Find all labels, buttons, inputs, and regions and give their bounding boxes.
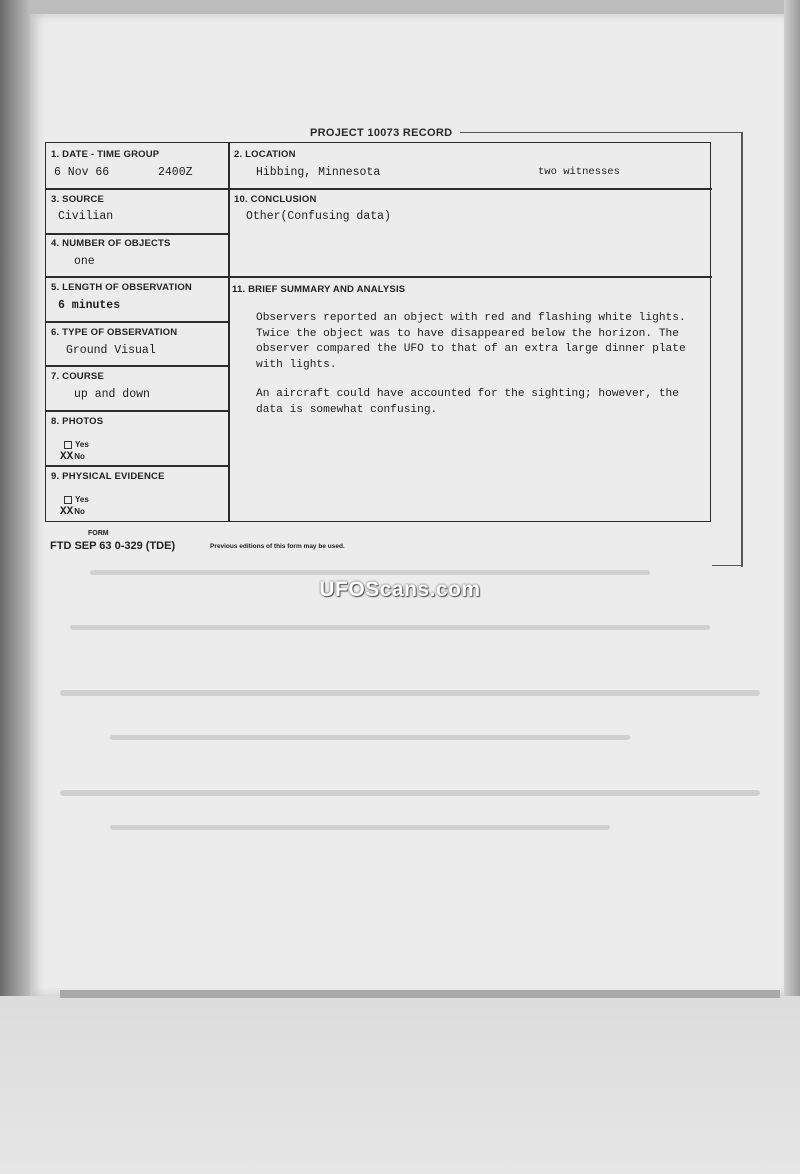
number-of-objects-label: 4. NUMBER OF OBJECTS <box>51 238 171 249</box>
length-of-observation-label: 5. LENGTH OF OBSERVATION <box>51 282 192 293</box>
form-word: FORM <box>88 530 109 537</box>
row-divider <box>46 233 228 235</box>
location-note: two witnesses <box>538 166 620 178</box>
type-of-observation-label: 6. TYPE OF OBSERVATION <box>51 327 178 338</box>
scan-bottom-area <box>0 996 800 1174</box>
page-title: PROJECT 10073 RECORD <box>310 127 453 139</box>
frame-line <box>741 132 743 567</box>
physical-evidence-yes-label: Yes <box>75 495 89 504</box>
physical-evidence-no-option <box>60 506 85 518</box>
photos-no-label: No <box>74 452 85 461</box>
bleed-through-mark <box>70 625 710 630</box>
physical-evidence-label: 9. PHYSICAL EVIDENCE <box>51 471 165 482</box>
row-divider <box>46 321 228 323</box>
summary-label: 11. BRIEF SUMMARY AND ANALYSIS <box>232 284 406 295</box>
location-value: Hibbing, Minnesota <box>256 166 381 179</box>
conclusion-label: 10. CONCLUSION <box>234 194 317 205</box>
photos-no-option <box>60 451 85 463</box>
scan-top-strip <box>30 0 800 14</box>
bleed-through-mark <box>90 570 650 575</box>
date-time-label: 1. DATE - TIME GROUP <box>51 149 160 160</box>
photos-mark: XX <box>60 451 74 463</box>
checkbox-icon <box>64 496 72 504</box>
type-of-observation-value: Ground Visual <box>66 344 156 357</box>
photos-label: 8. PHOTOS <box>51 416 104 427</box>
row-divider <box>46 188 712 190</box>
physical-evidence-mark: XX <box>60 506 74 518</box>
course-label: 7. COURSE <box>51 371 105 382</box>
page-bottom-edge <box>60 990 780 998</box>
time-value: 2400Z <box>158 166 193 179</box>
form-id: FTD SEP 63 0-329 (TDE) <box>50 540 176 552</box>
source-label: 3. SOURCE <box>51 194 105 205</box>
physical-evidence-no-label: No <box>74 507 85 516</box>
bleed-through-mark <box>110 825 610 830</box>
bleed-through-mark <box>60 790 760 796</box>
photos-yes-label: Yes <box>75 440 89 449</box>
summary-paragraph: An aircraft could have accounted for the sighting; however, the data is somewhat confusing. <box>256 388 679 416</box>
checkbox-icon <box>64 441 72 449</box>
location-label: 2. LOCATION <box>234 149 296 160</box>
frame-line <box>712 565 742 566</box>
form-note: Previous editions of this form may be used. <box>210 543 345 550</box>
record-form <box>45 142 711 522</box>
source-value: Civilian <box>58 210 114 223</box>
conclusion-value: Other(Confusing data) <box>246 210 391 223</box>
length-of-observation-value: 6 minutes <box>58 299 121 312</box>
column-divider <box>228 143 230 521</box>
date-value: 6 Nov 66 <box>54 166 110 179</box>
bleed-through-mark <box>60 690 760 696</box>
bleed-through-mark <box>110 735 630 740</box>
row-divider <box>46 276 712 278</box>
course-value: up and down <box>74 388 150 401</box>
photos-yes-option <box>64 440 89 449</box>
row-divider <box>46 365 228 367</box>
summary-paragraph: Observers reported an object with red and flashing white lights. Twice the object was to have disappeared below the horizon. The observer compared the UFO to that of an extra large dinner plate with lights. <box>256 312 686 371</box>
physical-evidence-yes-option <box>64 495 89 504</box>
frame-line <box>460 132 742 133</box>
row-divider <box>46 465 228 467</box>
number-of-objects-value: one <box>74 255 95 268</box>
summary-body <box>256 311 686 432</box>
row-divider <box>46 410 228 412</box>
watermark: UFOScans.com <box>319 578 481 601</box>
